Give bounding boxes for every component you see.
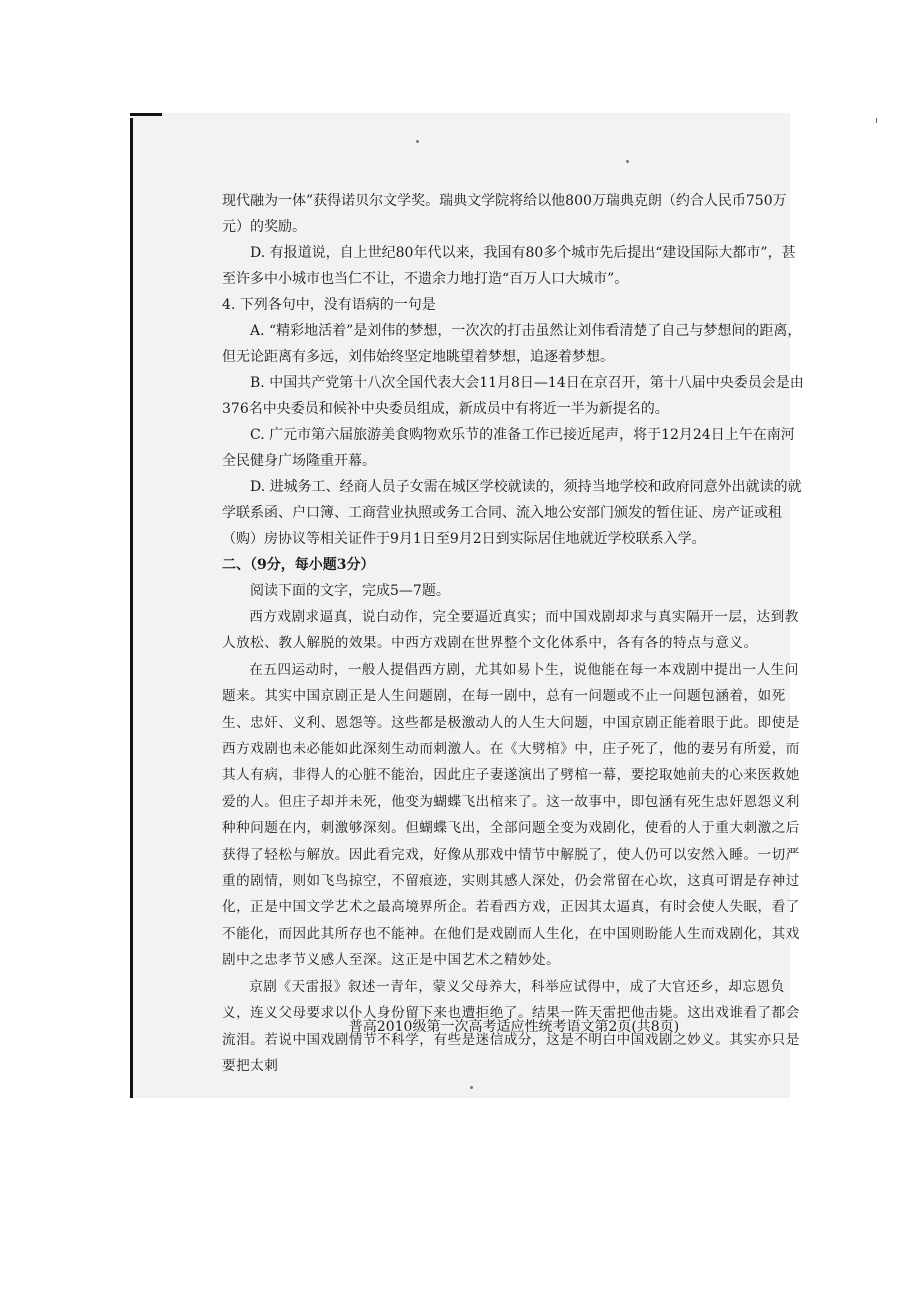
scan-edge-right [876,118,877,123]
reading-passage [222,604,806,1079]
scan-edge-left [130,118,133,1098]
scan-speck [626,160,629,163]
question-4-stem: 4. 下列各句中，没有语病的一句是 [222,297,436,313]
scan-speck [416,140,419,143]
option-d-q3: D. 有报道说，自上世纪80年代以来，我国有80多个城市先后提出“建设国际大都市”，甚至许多中小城市也当仁不让，不遗余力地打造“百万人口大城市”。 [222,245,796,287]
page-footer: 普高2010级第一次高考适应性统考语文第2页(共8页) [348,1019,680,1035]
option-b: B. 中国共产党第十八次全国代表大会11月8日—14日在京召开，第十八届中央委员会是由376名中央委员和候补中央委员组成，新成员中有将近一半为新提名的。 [222,375,804,417]
scan-edge-top [130,113,162,116]
passage-paragraph-1: 西方戏剧求逼真，说白动作，完全要逼近真实；而中国戏剧却求与真实隔开一层，达到教人放松、教人解脱的效果。中西方戏剧在世界整个文化体系中，各有各的特点与意义。 [222,609,799,652]
option-c: C. 广元市第六届旅游美食购物欢乐节的准备工作已接近尾声，将于12月24日上午在南河全民健身广场隆重开幕。 [222,427,795,469]
exam-text [222,188,806,1079]
reading-instruction: 阅读下面的文字，完成5—7题。 [250,583,450,599]
passage-paragraph-3: 京剧《天雷报》叙述一青年，蒙义父母养大，科举应试得中，成了大官还乡，却忘恩负义，连义父母要求以仆人身份留下来也遭拒绝了。结果一阵天雷把他击毙。这出戏谁看了都会流泪。若说中国戏剧情节不科学，有些是迷信成分，这是不明白中国戏剧之妙义。其实亦只是要把太刺 [222,978,800,1074]
continued-line-1: 现代融为一体”获得诺贝尔文学奖。瑞典文学院将给以他800万瑞典克朗（约合人民币750万 [222,193,787,209]
option-d-q4: D. 进城务工、经商人员子女需在城区学校就读的，须持当地学校和政府同意外出就读的就学联系函、户口簿、工商营业执照或务工合同、流入地公安部门颁发的暂住证、房产证或租（购）房协议等相关证件于9月1日至9月2日到实际居住地就近学校联系入学。 [222,479,802,547]
section-2-heading: 二、（9分，每小题3分） [222,557,375,573]
scan-speck [470,1086,473,1089]
passage-paragraph-2: 在五四运动时，一般人提倡西方剧，尤其如易卜生，说他能在每一本戏剧中提出一人生问题来。其实中国京剧正是人生问题剧，在每一剧中，总有一问题或不止一问题包涵着，如死生、忠奸、义利、恩怨等。这些都是极激动人的人生大问题，中国京剧正能着眼于此。即使是西方戏剧也未必能如此深刻生动而刺激人。在《大劈棺》中，庄子死了，他的妻另有所爱，而其人有病，非得人的心脏不能治，因此庄子妻遂演出了劈棺一幕，要挖取她前夫的心来医救她爱的人。但庄子却并未死，他变为蝴蝶飞出棺来了。这一故事中，即包涵有死生忠奸恩怨义利种种问题在内，刺激够深刻。但蝴蝶飞出，全部问题全变为戏剧化，使看的人于重大刺激之后获得了轻松与解放。因此看完戏，好像从那戏中情节中解脱了，使人仍可以安然入睡。一切严重的剧情，则如飞鸟掠空，不留痕迹，实则其感人深处，仍会常留在心坎，这真可谓是存神过化，正是中国文学艺术之最高境界所企。若看西方戏，正因其太逼真，有时会使人失眠，看了不能化，而因此其所存也不能神。在他们是戏剧而人生化，在中国则盼能人生而戏剧化，其戏剧中之忠孝节义感人至深。这正是中国艺术之精妙处。 [222,661,800,969]
continued-line-2: 元）的奖励。 [222,219,306,235]
option-a: A. “精彩地活着”是刘伟的梦想，一次次的打击虽然让刘伟看清楚了自己与梦想间的距离，但无论距离有多远，刘伟始终坚定地眺望着梦想，追逐着梦想。 [222,323,802,365]
